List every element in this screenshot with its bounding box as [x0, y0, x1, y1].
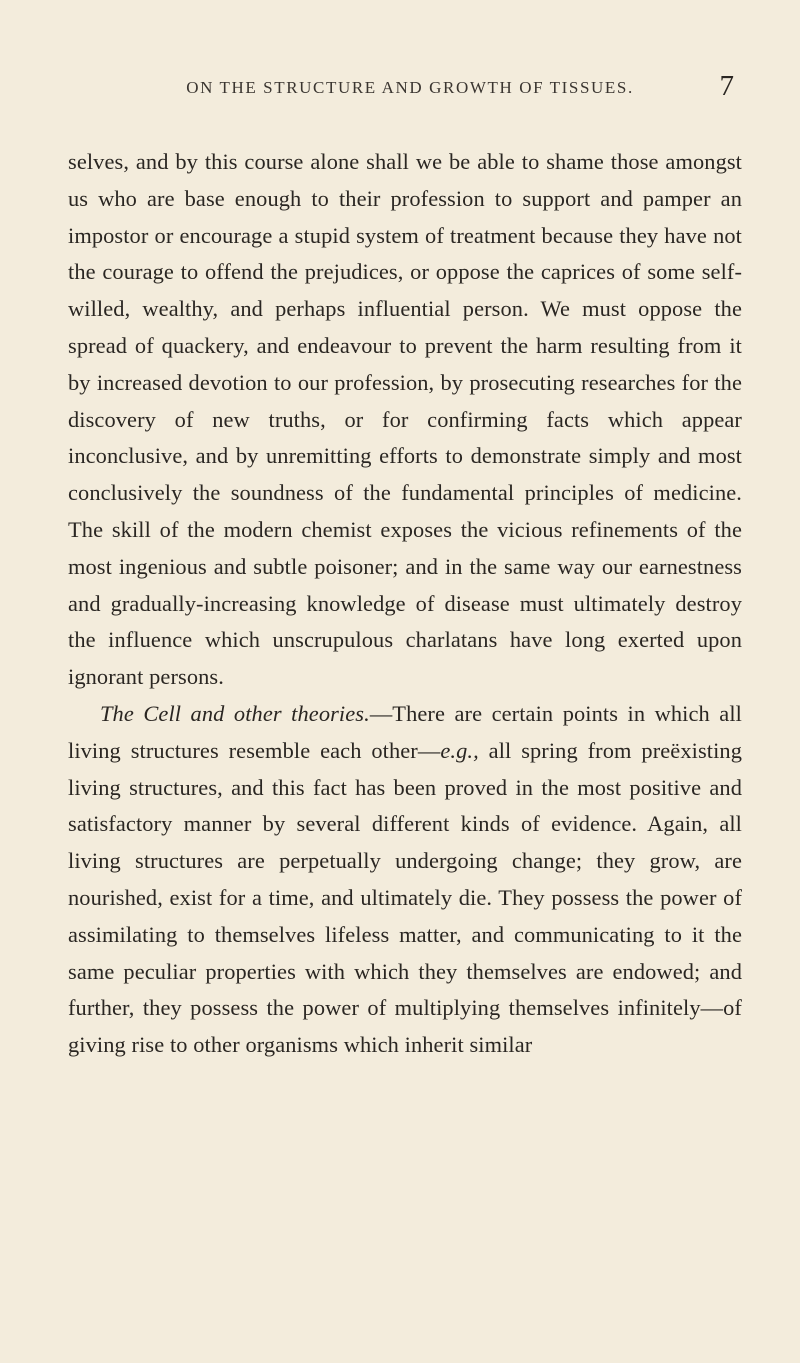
paragraph-text-part-1: —There are certain points in which all living structures resemble each other— — [68, 700, 742, 763]
running-title: ON THE STRUCTURE AND GROWTH OF TISSUES. — [186, 78, 634, 97]
italic-eg: e.g., — [440, 737, 479, 763]
running-head — [68, 70, 742, 116]
paragraph-quackery: selves, and by this course alone shall we be able to shame those amongst us who are base enough to their profession to support and pamper an impostor or encourage a stupid system of treatment because they have not the courage to offend the prejudices, or oppose the caprices of some self-willed, wealthy, and perhaps influential person. We must oppose the spread of quackery, and endeavour to prevent the harm resulting from it by increased devotion to our profession, by prosecuting researches for the discovery of new truths, or for confirming facts which appear inconclusive, and by unremitting efforts to demonstrate simply and most conclusively the soundness of the fundamental principles of medicine. The skill of the modern chemist exposes the vicious refinements of the most ingenious and subtle poisoner; and in the same way our earnestness and gradually-increasing knowledge of disease must ultimately destroy the influence which unscrupulous charlatans have long exerted upon ignorant persons. — [68, 149, 742, 690]
paragraph-text-part-2: all spring from preëxisting living structures, and this fact has been proved in the most positive and satisfactory manner by several different kinds of evidence. Again, all living structures are perpetually undergoing change; they grow, are nourished, exist for a time, and ultimately die. They possess the power of assimilating to themselves lifeless matter, and communicating to it the same peculiar properties with which they themselves are endowed; and further, they possess the power of multiplying themselves infinitely—of giving rise to other organisms which inherit similar — [68, 737, 742, 1058]
paragraph-cell-theories — [68, 696, 742, 1064]
body-text — [68, 144, 742, 1064]
page-number: 7 — [719, 70, 734, 102]
section-heading: The Cell and other theories. — [100, 700, 370, 726]
